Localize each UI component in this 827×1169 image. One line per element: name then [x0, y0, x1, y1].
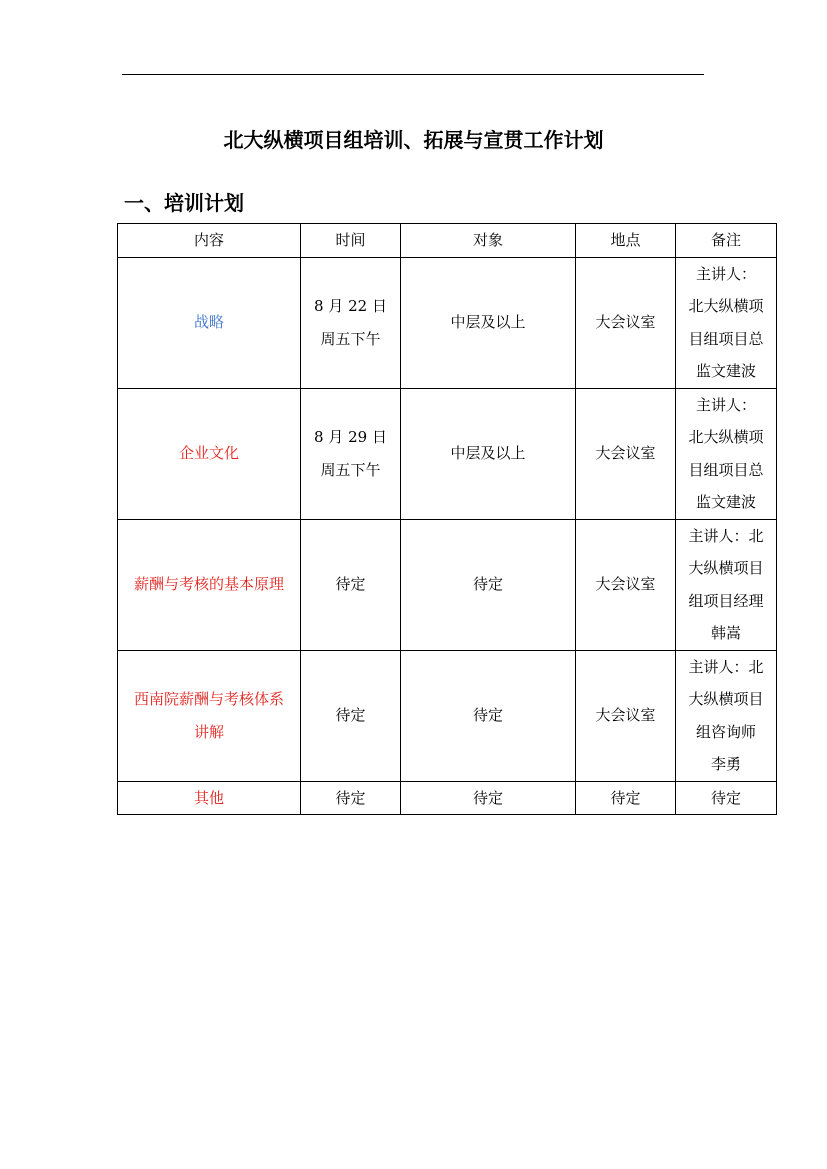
cell-time: 待定 [301, 519, 401, 650]
header-rule [122, 74, 704, 75]
content-line: 讲解 [193, 722, 224, 741]
section-heading: 一、培训计划 [124, 191, 244, 215]
cell-content: 其他 [118, 781, 301, 815]
note-line: 组咨询师 [695, 722, 756, 741]
note-line: 组项目经理 [688, 591, 764, 610]
note-line: 李勇 [710, 755, 741, 773]
cell-location: 待定 [576, 781, 676, 815]
table-row [118, 388, 777, 519]
note-line: 目组项目总 [688, 329, 764, 348]
table-row [118, 650, 777, 781]
note-line: 主讲人：北 [688, 657, 764, 676]
time-period: 周五下午 [320, 329, 381, 348]
cell-location: 大会议室 [576, 257, 676, 388]
note-line: 主讲人：北 [688, 526, 764, 545]
note-line: 韩嵩 [710, 624, 741, 642]
cell-location: 大会议室 [576, 388, 676, 519]
cell-time [301, 257, 401, 388]
cell-note [676, 257, 777, 388]
cell-audience: 待定 [401, 519, 576, 650]
header-location: 地点 [576, 224, 676, 258]
cell-content: 薪酬与考核的基本原理 [118, 519, 301, 650]
note-line: 主讲人： [695, 395, 756, 414]
cell-content: 企业文化 [118, 388, 301, 519]
table-row [118, 519, 777, 650]
time-date: 8 月 22 日 [314, 297, 387, 315]
note-line: 大纵横项目 [688, 559, 764, 577]
note-line: 北大纵横项 [688, 297, 764, 315]
cell-note [676, 650, 777, 781]
cell-time: 待定 [301, 650, 401, 781]
training-plan-table [117, 223, 777, 815]
header-audience: 对象 [401, 224, 576, 258]
note-line: 主讲人： [695, 264, 756, 283]
cell-time: 待定 [301, 781, 401, 815]
cell-audience: 待定 [401, 650, 576, 781]
cell-audience: 中层及以上 [401, 388, 576, 519]
note-line: 大纵横项目 [688, 690, 764, 708]
header-note: 备注 [676, 224, 777, 258]
document-title: 北大纵横项目组培训、拓展与宣贯工作计划 [223, 128, 604, 152]
cell-location: 大会议室 [576, 650, 676, 781]
table-header-row [118, 224, 777, 258]
time-period: 周五下午 [320, 460, 381, 479]
content-line: 西南院薪酬与考核体系 [133, 690, 284, 708]
cell-audience: 待定 [401, 781, 576, 815]
table-row [118, 257, 777, 388]
note-line: 北大纵横项 [688, 428, 764, 446]
header-content: 内容 [118, 224, 301, 258]
cell-note: 待定 [676, 781, 777, 815]
table-row [118, 781, 777, 815]
time-date: 8 月 29 日 [314, 428, 387, 446]
note-line: 监文建波 [695, 362, 756, 380]
cell-location: 大会议室 [576, 519, 676, 650]
cell-audience: 中层及以上 [401, 257, 576, 388]
cell-content: 战略 [118, 257, 301, 388]
cell-content [118, 650, 301, 781]
note-line: 监文建波 [695, 493, 756, 511]
cell-time [301, 388, 401, 519]
cell-note [676, 388, 777, 519]
note-line: 目组项目总 [688, 460, 764, 479]
cell-note [676, 519, 777, 650]
header-time: 时间 [301, 224, 401, 258]
